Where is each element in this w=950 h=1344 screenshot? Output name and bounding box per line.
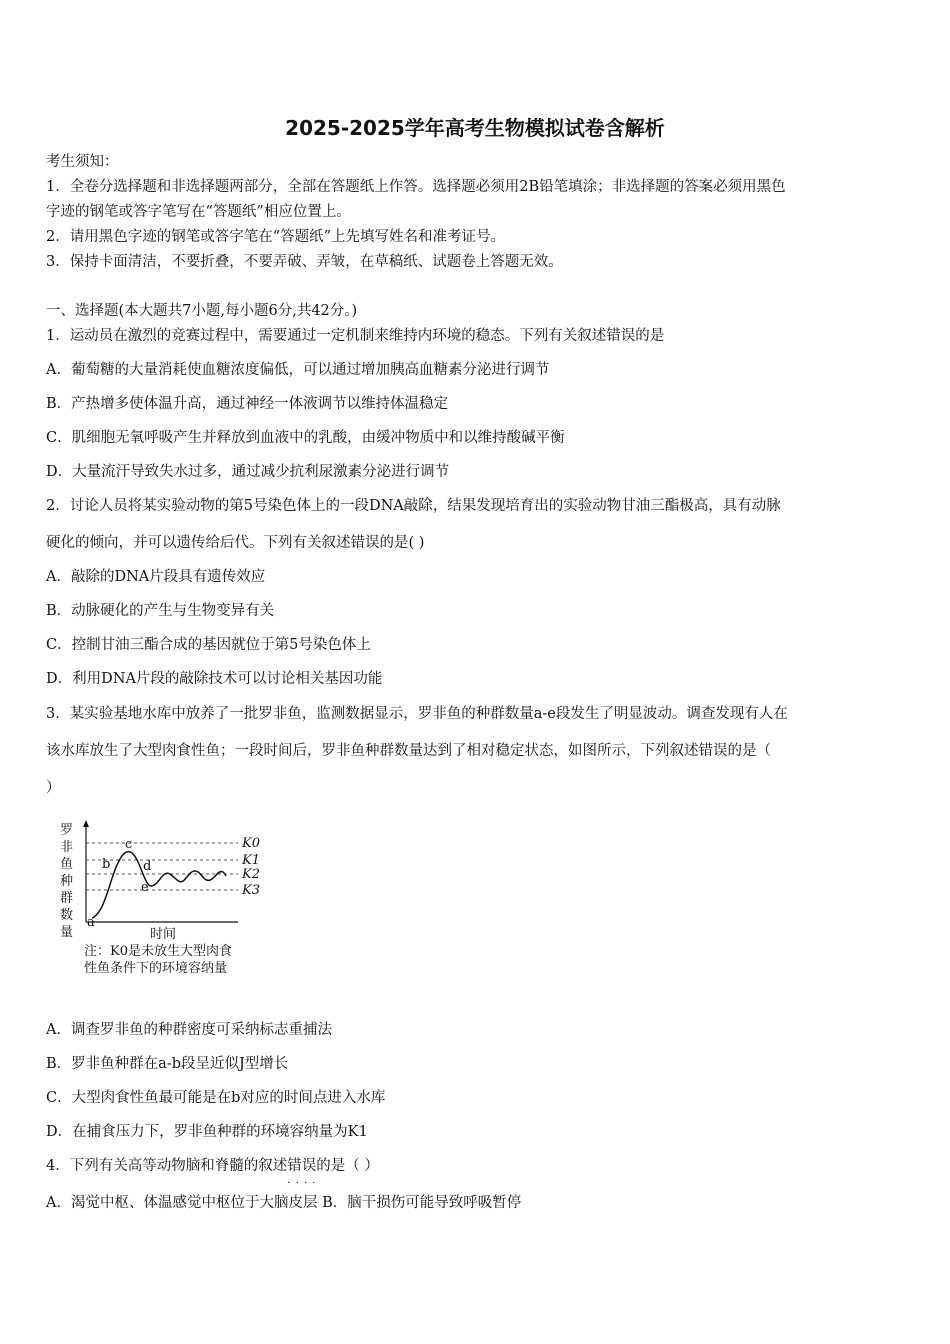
y-axis-arrow — [83, 820, 89, 827]
population-chart — [50, 818, 280, 988]
point-label-a: a — [87, 915, 95, 930]
figure-note-line2: 性鱼条件下的环境容纳量 — [84, 961, 228, 976]
page-title: 2025-2025学年高考生物模拟试卷含解析 — [285, 116, 665, 140]
k0-label: K0 — [242, 836, 260, 851]
notice-item: 3．保持卡面清洁，不要折叠，不要弄破、弄皱，在草稿纸、试题卷上答题无效。 — [46, 254, 563, 270]
ylabel-char: 非 — [60, 840, 74, 855]
notice-item: 字迹的钢笔或答字笔写在“答题纸”相应位置上。 — [46, 204, 351, 220]
q3-stem-line1: 3．某实验基地水库中放养了一批罗非鱼，监测数据显示，罗非鱼的种群数量a-e段发生了明显波动。调查发现有人在 — [46, 706, 788, 722]
k2-label: K2 — [242, 867, 260, 882]
point-label-c: c — [125, 837, 133, 852]
q1-stem: 1．运动员在激烈的竞赛过程中，需要通过一定机制来维持内环境的稳态。下列有关叙述错误的是 — [46, 328, 665, 344]
q4-stem-prefix: 4．下列有关高等动物脑和脊髓的叙述 — [46, 1158, 288, 1174]
q1-option-a: A．葡萄糖的大量消耗使血糖浓度偏低，可以通过增加胰高血糖素分泌进行调节 — [46, 362, 550, 378]
notice-item: 1．全卷分选择题和非选择题两部分，全部在答题纸上作答。选择题必须用2B铅笔填涂；非选择题的答案必须用黑色 — [46, 179, 786, 195]
section-heading: 一、选择题(本大题共7小题,每小题6分,共42分。) — [46, 303, 358, 319]
q3-stem-line3: ） — [46, 780, 61, 796]
k1-label: K1 — [242, 853, 260, 868]
notice-item: 2．请用黑色字迹的钢笔或答字笔在“答题纸”上先填写姓名和准考证号。 — [46, 229, 506, 245]
ylabel-char: 种 — [60, 874, 74, 889]
figure-ylabel — [60, 823, 73, 940]
q2-option-a: A．敲除的DNA片段具有遗传效应 — [46, 569, 266, 585]
q2-option-b: B．动脉硬化的产生与生物变异有关 — [46, 603, 275, 619]
ylabel-char: 罗 — [60, 823, 74, 838]
ylabel-char: 数 — [60, 908, 74, 923]
figure-xlabel: 时间 — [150, 927, 177, 942]
q3-option-c: C．大型肉食性鱼最可能是在b对应的时间点进入水库 — [46, 1090, 386, 1106]
figure-note-line1: 注：K0是未放生大型肉食 — [84, 944, 232, 959]
q2-stem-line1: 2．讨论人员将某实验动物的第5号染色体上的一段DNA敲除，结果发现培育出的实验动物甘油三酯极高，具有动脉 — [46, 498, 781, 514]
q1-option-b: B．产热增多使体温升高，通过神经一体液调节以维持体温稳定 — [46, 396, 449, 412]
point-label-b: b — [102, 857, 111, 872]
q2-option-c: C．控制甘油三酯合成的基因就位于第5号染色体上 — [46, 637, 371, 653]
population-curve — [92, 852, 226, 918]
q1-option-c: C．肌细胞无氧呼吸产生并释放到血液中的乳酸，由缓冲物质中和以维持酸碱平衡 — [46, 430, 565, 446]
q3-option-a: A．调查罗非鱼的种群密度可采纳标志重捕法 — [46, 1022, 332, 1038]
q1-option-d: D．大量流汗导致失水过多，通过减少抗利尿激素分泌进行调节 — [46, 464, 450, 480]
q4-stem-emphasis: 错误的 · · · · — [287, 1158, 331, 1174]
point-label-e: e — [141, 880, 149, 895]
q4-options-ab: A．渴觉中枢、体温感觉中枢位于大脑皮层 B．脑干损伤可能导致呼吸暂停 — [46, 1195, 522, 1211]
q4-stem-suffix: 是（ ） — [330, 1158, 379, 1174]
ylabel-char: 鱼 — [60, 857, 74, 872]
ylabel-char: 群 — [60, 891, 74, 906]
q3-stem-line2: 该水库放生了大型肉食性鱼；一段时间后，罗非鱼种群数量达到了相对稳定状态，如图所示，下列叙述错误的是（ — [46, 743, 771, 759]
q4-stem — [46, 1156, 379, 1176]
ylabel-char: 量 — [60, 925, 74, 940]
k3-label: K3 — [242, 883, 260, 898]
q3-option-d: D．在捕食压力下，罗非鱼种群的环境容纳量为K1 — [46, 1124, 368, 1140]
q2-option-d: D．利用DNA片段的敲除技术可以讨论相关基因功能 — [46, 671, 383, 687]
population-figure — [50, 818, 280, 988]
q3-option-b: B．罗非鱼种群在a-b段呈近似J型增长 — [46, 1056, 289, 1072]
point-label-d: d — [143, 859, 152, 874]
notice-heading: 考生须知： — [46, 154, 119, 170]
q2-stem-line2: 硬化的倾向，并可以遗传给后代。下列有关叙述错误的是( ) — [46, 535, 425, 551]
